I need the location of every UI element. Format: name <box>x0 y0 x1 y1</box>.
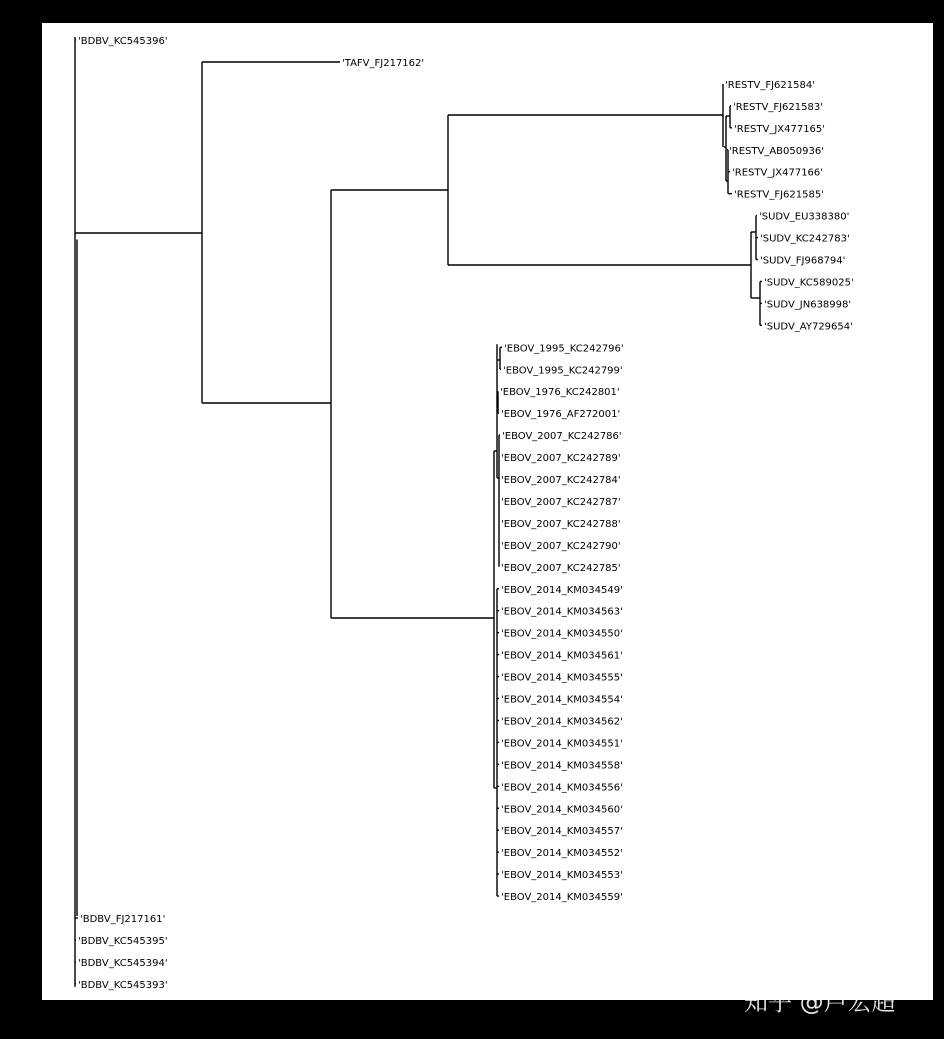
leaf-label: 'RESTV_JX477165' <box>734 123 826 135</box>
leaf-label: 'EBOV_2014_KM034550' <box>501 628 623 640</box>
leaf-label: 'EBOV_1995_KC242796' <box>504 343 624 355</box>
leaf-label: 'EBOV_2007_KC242790' <box>501 540 621 552</box>
leaf-label: 'EBOV_2007_KC242788' <box>501 518 621 530</box>
watermark-text: 知乎 @卢宏超 <box>744 988 896 1016</box>
leaf-label: 'EBOV_2014_KM034554' <box>501 694 623 706</box>
leaf-label: 'EBOV_2014_KM034553' <box>501 870 623 882</box>
leaf-label: 'EBOV_2007_KC242786' <box>502 431 622 443</box>
leaf-label: 'SUDV_KC589025' <box>764 277 854 289</box>
leaf-label: 'EBOV_2014_KM034563' <box>501 606 623 618</box>
phylogenetic-tree <box>42 23 933 1000</box>
leaf-label: 'EBOV_1976_KC242801' <box>500 387 620 399</box>
leaf-label: 'SUDV_EU338380' <box>759 211 850 223</box>
leaf-label: 'BDBV_KC545394' <box>78 957 168 969</box>
leaf-label: 'EBOV_2014_KM034558' <box>501 760 623 772</box>
leaf-label: 'EBOV_2014_KM034560' <box>501 804 623 816</box>
leaf-label: 'EBOV_2007_KC242785' <box>501 562 621 574</box>
leaf-label: 'BDBV_KC545393' <box>78 979 168 991</box>
leaf-label: 'SUDV_AY729654' <box>764 321 853 333</box>
leaf-label: 'EBOV_2014_KM034556' <box>501 782 623 794</box>
leaf-label: 'EBOV_2014_KM034551' <box>501 738 623 750</box>
leaf-label: 'BDBV_KC545396' <box>78 36 168 47</box>
leaf-label: 'RESTV_FJ621583' <box>733 101 823 113</box>
leaf-label: 'EBOV_2014_KM034561' <box>501 650 623 662</box>
leaf-label: 'RESTV_JX477166' <box>732 167 824 179</box>
leaf-label: 'EBOV_2014_KM034562' <box>501 716 623 728</box>
leaf-label: 'EBOV_2014_KM034549' <box>501 584 623 596</box>
leaf-label: 'TAFV_FJ217162' <box>342 57 425 69</box>
leaf-label: 'RESTV_FJ621585' <box>734 189 824 201</box>
tree-plot-area <box>42 23 933 1000</box>
leaf-label: 'EBOV_2014_KM034555' <box>501 672 623 684</box>
leaf-label: 'EBOV_2007_KC242787' <box>501 496 621 508</box>
leaf-label: 'BDBV_KC545395' <box>78 935 168 947</box>
leaf-label: 'BDBV_FJ217161' <box>80 914 166 925</box>
leaf-label: 'EBOV_2007_KC242789' <box>501 453 621 465</box>
leaf-label: 'SUDV_KC242783' <box>760 233 850 245</box>
leaf-label: 'EBOV_2007_KC242784' <box>501 475 621 486</box>
leaf-label: 'EBOV_1995_KC242799' <box>503 365 623 377</box>
leaf-label: 'EBOV_1976_AF272001' <box>501 409 621 421</box>
leaf-label: 'RESTV_FJ621584' <box>725 79 815 91</box>
leaf-label: 'SUDV_JN638998' <box>764 299 852 311</box>
leaf-label: 'EBOV_2014_KM034552' <box>501 848 623 860</box>
leaf-label: 'EBOV_2014_KM034557' <box>501 826 623 838</box>
leaf-label: 'RESTV_AB050936' <box>729 145 824 157</box>
leaf-label: 'SUDV_FJ968794' <box>760 255 846 267</box>
leaf-label: 'EBOV_2014_KM034559' <box>501 892 623 904</box>
